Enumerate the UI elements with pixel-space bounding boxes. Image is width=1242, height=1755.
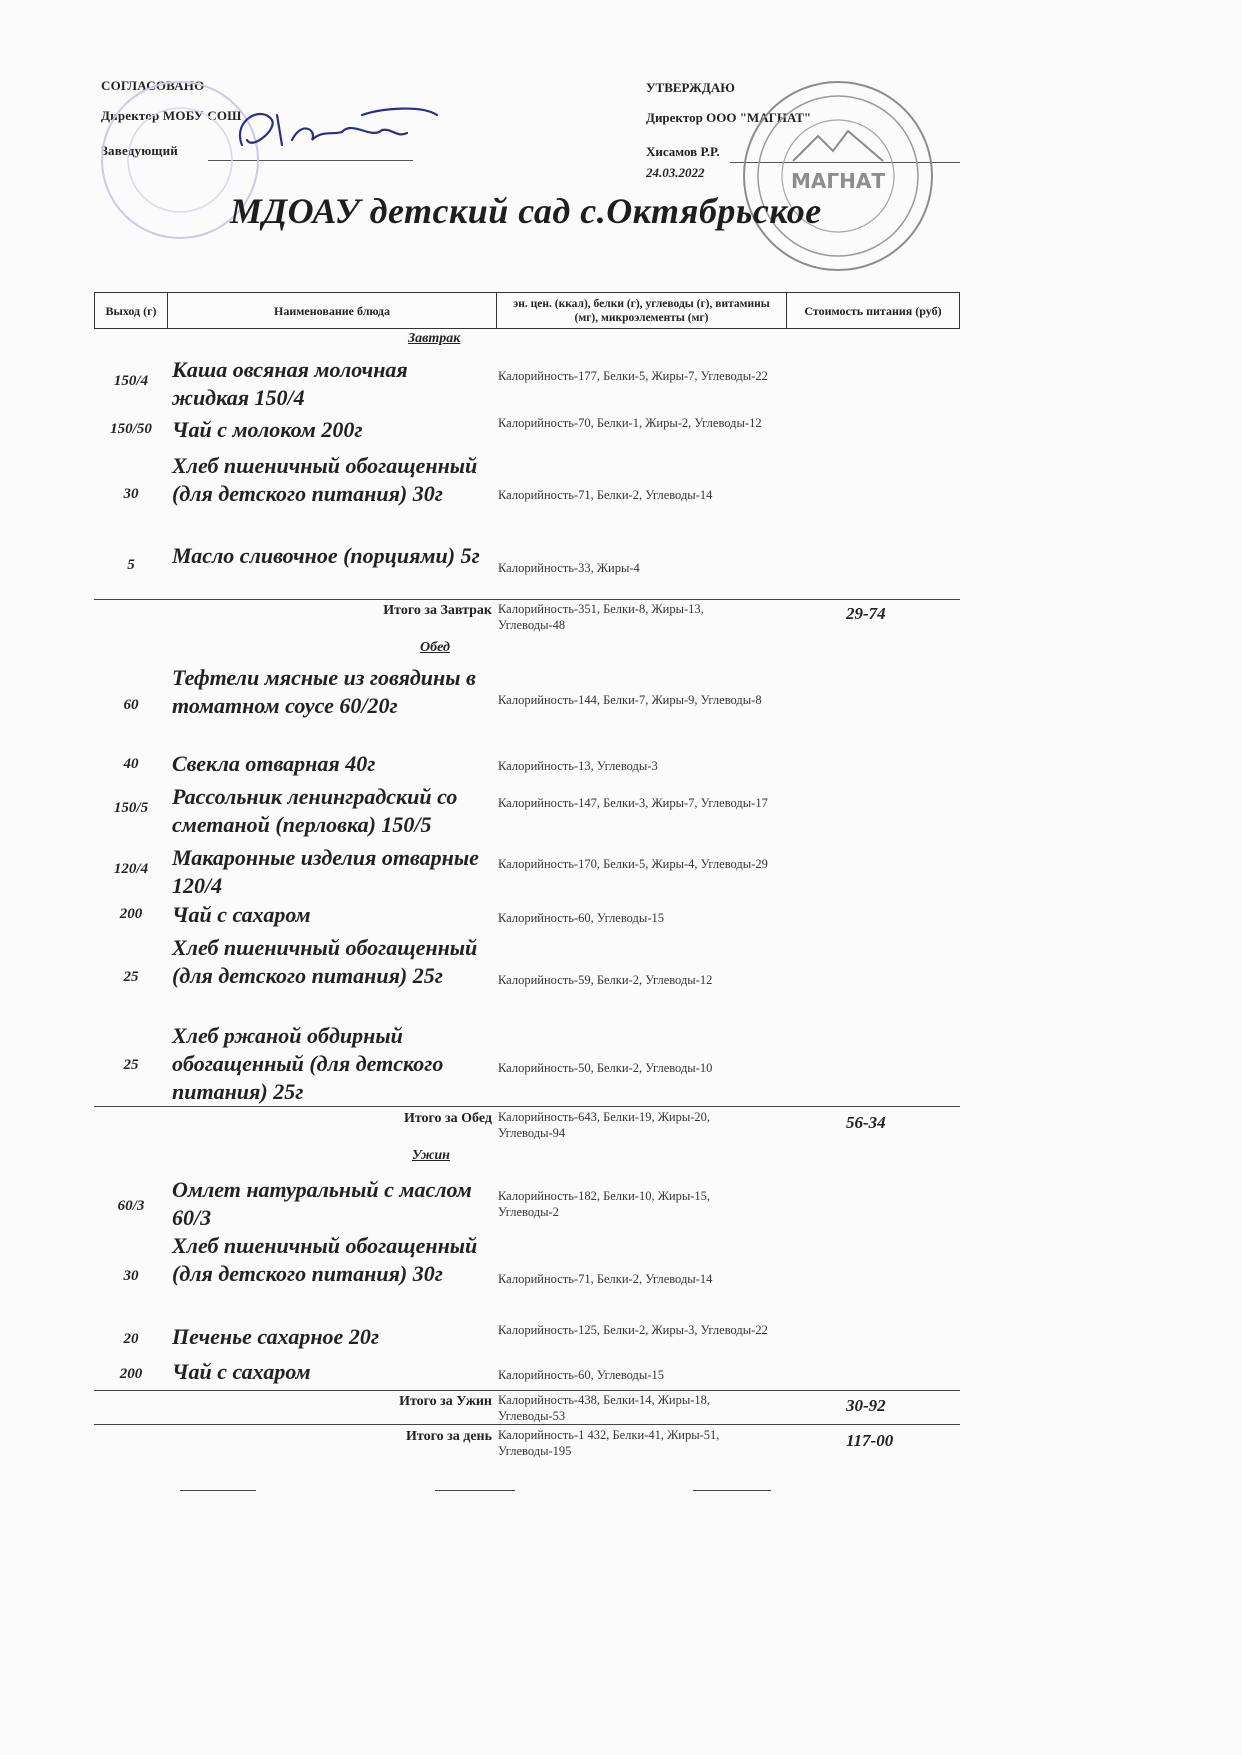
row-output: 40 [123,756,139,772]
page-title: МДОАУ детский сад с.Октябрьское [230,191,822,231]
row-nutrition: Калорийность-125, Белки-2, Жиры-3, Углеводы-22 [498,1323,768,1337]
day-total-rule [94,1424,960,1425]
day-total-nutrition: Калорийность-1 432, Белки-41, Жиры-51, Углеводы-195 [498,1428,720,1458]
row-nutrition: Калорийность-170, Белки-5, Жиры-4, Углеводы-29 [498,857,768,871]
approval-right-date: 24.03.2022 [646,165,705,180]
blank-line [693,1490,771,1491]
section-title-lunch: Обед [420,640,450,655]
section-title-dinner: Ужин [412,1148,450,1163]
col-header-output: Выход (г) [94,292,168,329]
row-nutrition: Калорийность-182, Белки-10, Жиры-15, Углеводы-2 [498,1189,711,1219]
row-dish: Каша овсяная молочная жидкая 150/4 [172,357,408,410]
row-nutrition: Калорийность-60, Углеводы-15 [498,1368,664,1382]
row-dish: Чай с молоком 200г [172,417,363,442]
lunch-total-nutrition: Калорийность-643, Белки-19, Жиры-20, Углеводы-94 [498,1110,711,1140]
row-output: 200 [119,906,143,922]
row-output: 120/4 [113,861,149,877]
approval-left-line2: Заведующий [101,143,178,158]
dinner-total-rule [94,1390,960,1391]
row-output: 150/50 [110,421,152,437]
day-total-cost: 117-00 [846,1431,894,1450]
lunch-total-label: Итого за Обед [403,1111,492,1126]
row-dish: Хлеб ржаной обдирный обогащенный (для детского питания) 25г [172,1023,444,1104]
col-header-nutrition: эн. цен. (ккал), белки (г), углеводы (г), витамины (мг), микроэлементы (мг) [496,292,787,329]
day-total-label: Итого за день [406,1429,492,1444]
row-output: 25 [123,1057,139,1073]
row-dish: Макаронные изделия отварные 120/4 [172,845,479,898]
row-dish: Хлеб пшеничный обогащенный (для детского питания) 30г [172,453,478,506]
row-nutrition: Калорийность-144, Белки-7, Жиры-9, Углеводы-8 [498,693,762,707]
row-output: 30 [123,1268,139,1284]
row-nutrition: Калорийность-59, Белки-2, Углеводы-12 [498,973,713,987]
row-nutrition: Калорийность-33, Жиры-4 [498,561,640,575]
row-nutrition: Калорийность-50, Белки-2, Углеводы-10 [498,1061,713,1075]
row-dish: Омлет натуральный с маслом 60/3 [172,1177,472,1230]
row-dish: Чай с сахаром [172,1359,311,1384]
row-output: 5 [127,557,135,573]
row-dish: Рассольник ленинградский со сметаной (перловка) 150/5 [172,784,458,837]
approval-right-title: УТВЕРЖДАЮ [646,80,735,95]
lunch-total-rule [94,1106,960,1107]
row-dish: Хлеб пшеничный обогащенный (для детского питания) 25г [172,935,478,988]
approval-right-name: Хисамов Р.Р. [646,144,720,159]
row-output: 20 [123,1331,139,1347]
approval-left-title: СОГЛАСОВАНО [101,78,205,93]
signature-icon [222,100,462,170]
row-nutrition: Калорийность-60, Углеводы-15 [498,911,664,925]
row-dish: Масло сливочное (порциями) 5г [172,543,480,568]
dinner-total-nutrition: Калорийность-438, Белки-14, Жиры-18, Углеводы-53 [498,1393,711,1423]
row-output: 60 [123,697,139,713]
row-output: 200 [119,1366,143,1382]
dinner-total-label: Итого за Ужин [399,1394,492,1409]
row-output: 25 [123,969,139,985]
company-stamp-icon [738,76,938,276]
breakfast-total-nutrition: Калорийность-351, Белки-8, Жиры-13, Углеводы-48 [498,602,704,632]
row-nutrition: Калорийность-147, Белки-3, Жиры-7, Углеводы-17 [498,796,768,810]
lunch-total-cost: 56-34 [846,1113,886,1132]
approval-right-line1: Директор ООО "МАГНАТ" [646,110,812,125]
col-header-cost: Стоимость питания (руб) [786,292,960,329]
row-output: 150/4 [113,373,149,389]
row-dish: Чай с сахаром [172,902,311,927]
stamp-text: МАГНАТ [791,169,885,193]
section-title-breakfast: Завтрак [408,331,461,346]
approval-left-line1: Директор МОБУ СОШ [101,108,242,123]
blank-line [180,1490,256,1491]
row-dish: Тефтели мясные из говядины в томатном соусе 60/20г [172,665,476,718]
row-output: 60/3 [117,1198,145,1214]
row-output: 30 [123,486,139,502]
row-dish: Хлеб пшеничный обогащенный (для детского питания) 30г [172,1233,478,1286]
breakfast-total-cost: 29-74 [846,604,886,623]
col-header-name: Наименование блюда [167,292,497,329]
row-nutrition: Калорийность-71, Белки-2, Углеводы-14 [498,488,713,502]
blank-line [435,1490,515,1491]
row-nutrition: Калорийность-13, Углеводы-3 [498,759,658,773]
breakfast-total-label: Итого за Завтрак [383,603,492,618]
row-nutrition: Калорийность-70, Белки-1, Жиры-2, Углеводы-12 [498,416,762,430]
row-nutrition: Калорийность-177, Белки-5, Жиры-7, Углеводы-22 [498,369,768,383]
row-dish: Свекла отварная 40г [172,751,376,776]
breakfast-total-rule [94,599,960,600]
dinner-total-cost: 30-92 [846,1396,886,1415]
row-nutrition: Калорийность-71, Белки-2, Углеводы-14 [498,1272,713,1286]
row-output: 150/5 [113,800,149,816]
row-dish: Печенье сахарное 20г [172,1324,379,1349]
